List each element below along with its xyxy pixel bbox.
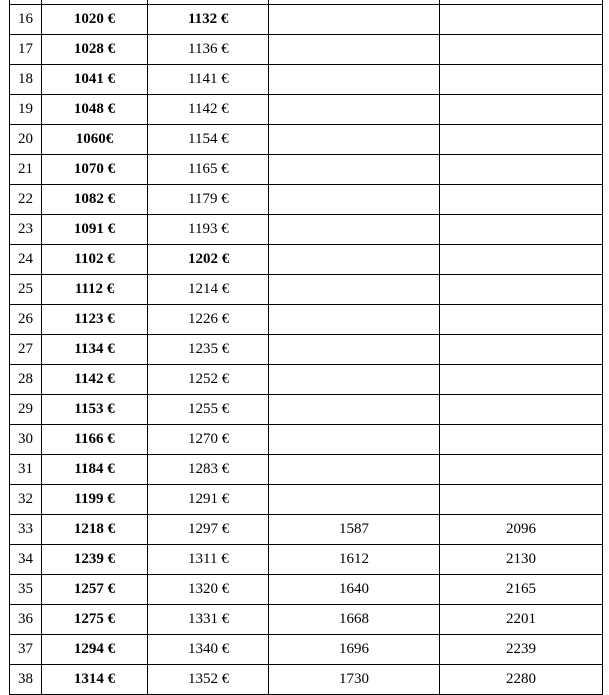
amount-b-cell: 1297 €	[148, 515, 269, 545]
amount-c-cell	[269, 455, 440, 485]
amount-b-cell: 1142 €	[148, 95, 269, 125]
amount-c-cell	[269, 395, 440, 425]
table-row	[10, 635, 603, 665]
amount-c-cell	[269, 245, 440, 275]
row-number-cell: 30	[10, 425, 42, 455]
table-row	[10, 155, 603, 185]
amount-c-cell	[269, 125, 440, 155]
amount-b-cell: 1320 €	[148, 575, 269, 605]
amount-a-cell: 1314 €	[42, 665, 148, 695]
amount-a-cell: 1082 €	[42, 185, 148, 215]
amount-d-cell	[440, 215, 603, 245]
amount-a-cell: 1199 €	[42, 485, 148, 515]
amount-b-cell: 1283 €	[148, 455, 269, 485]
amount-c-cell	[269, 335, 440, 365]
amount-d-cell	[440, 185, 603, 215]
amount-a-cell: 1275 €	[42, 605, 148, 635]
amount-d-cell	[440, 425, 603, 455]
amount-b-cell: 1132 €	[148, 5, 269, 35]
amount-d-cell	[440, 5, 603, 35]
amount-a-cell: 1142 €	[42, 365, 148, 395]
amount-d-cell	[440, 485, 603, 515]
table-row	[10, 605, 603, 635]
table-row	[10, 365, 603, 395]
amount-b-cell: 1226 €	[148, 305, 269, 335]
amount-b-cell: 1179 €	[148, 185, 269, 215]
table-row	[10, 215, 603, 245]
amount-a-cell: 1102 €	[42, 245, 148, 275]
row-number-cell: 35	[10, 575, 42, 605]
amount-c-cell	[269, 5, 440, 35]
amount-a-cell: 1091 €	[42, 215, 148, 245]
amount-a-cell: 1184 €	[42, 455, 148, 485]
amount-c-cell	[269, 485, 440, 515]
row-number-cell: 24	[10, 245, 42, 275]
amount-b-cell: 1193 €	[148, 215, 269, 245]
row-number-cell: 37	[10, 635, 42, 665]
amount-d-cell	[440, 365, 603, 395]
amount-c-cell	[269, 155, 440, 185]
amount-c-cell: 1668	[269, 605, 440, 635]
row-number-cell: 31	[10, 455, 42, 485]
amount-a-cell: 1294 €	[42, 635, 148, 665]
amount-c-cell	[269, 425, 440, 455]
amount-a-cell: 1166 €	[42, 425, 148, 455]
row-number-cell: 18	[10, 65, 42, 95]
amount-a-cell: 1239 €	[42, 545, 148, 575]
amount-c-cell	[269, 215, 440, 245]
amount-a-cell: 1020 €	[42, 5, 148, 35]
table-row	[10, 395, 603, 425]
amount-c-cell	[269, 65, 440, 95]
amount-a-cell: 1060€	[42, 125, 148, 155]
table-row	[10, 125, 603, 155]
row-number-cell: 22	[10, 185, 42, 215]
table-row	[10, 5, 603, 35]
amount-d-cell	[440, 95, 603, 125]
table-row	[10, 275, 603, 305]
amount-b-cell: 1340 €	[148, 635, 269, 665]
amount-d-cell	[440, 125, 603, 155]
table-row	[10, 665, 603, 695]
amount-a-cell: 1257 €	[42, 575, 148, 605]
amount-d-cell	[440, 35, 603, 65]
amount-d-cell	[440, 245, 603, 275]
table-row	[10, 65, 603, 95]
amount-c-cell: 1612	[269, 545, 440, 575]
amount-d-cell	[440, 275, 603, 305]
amount-b-cell: 1255 €	[148, 395, 269, 425]
amount-b-cell: 1252 €	[148, 365, 269, 395]
amount-c-cell	[269, 95, 440, 125]
table-row	[10, 545, 603, 575]
amount-c-cell	[269, 35, 440, 65]
row-number-cell: 23	[10, 215, 42, 245]
row-number-cell: 16	[10, 5, 42, 35]
amount-d-cell	[440, 455, 603, 485]
amount-b-cell: 1141 €	[148, 65, 269, 95]
amount-d-cell	[440, 395, 603, 425]
amount-c-cell	[269, 365, 440, 395]
amount-a-cell: 1112 €	[42, 275, 148, 305]
table-row	[10, 95, 603, 125]
amount-d-cell: 2239	[440, 635, 603, 665]
row-number-cell: 29	[10, 395, 42, 425]
row-number-cell: 38	[10, 665, 42, 695]
amount-c-cell	[269, 185, 440, 215]
amount-d-cell: 2165	[440, 575, 603, 605]
amount-b-cell: 1235 €	[148, 335, 269, 365]
row-number-cell: 21	[10, 155, 42, 185]
amount-d-cell	[440, 335, 603, 365]
amount-b-cell: 1154 €	[148, 125, 269, 155]
row-number-cell: 36	[10, 605, 42, 635]
amount-b-cell: 1311 €	[148, 545, 269, 575]
table-row	[10, 485, 603, 515]
amount-b-cell: 1202 €	[148, 245, 269, 275]
amount-b-cell: 1352 €	[148, 665, 269, 695]
row-number-cell: 34	[10, 545, 42, 575]
amount-a-cell: 1070 €	[42, 155, 148, 185]
table-row	[10, 455, 603, 485]
amount-a-cell: 1153 €	[42, 395, 148, 425]
row-number-cell: 33	[10, 515, 42, 545]
amount-d-cell	[440, 65, 603, 95]
amount-c-cell: 1587	[269, 515, 440, 545]
amount-a-cell: 1123 €	[42, 305, 148, 335]
amount-c-cell: 1730	[269, 665, 440, 695]
salary-table-body	[10, 0, 603, 695]
table-row	[10, 575, 603, 605]
amount-d-cell: 2130	[440, 545, 603, 575]
table-row	[10, 245, 603, 275]
table-row	[10, 35, 603, 65]
amount-d-cell	[440, 305, 603, 335]
salary-table	[9, 0, 603, 695]
amount-c-cell: 1696	[269, 635, 440, 665]
table-row	[10, 185, 603, 215]
amount-b-cell: 1331 €	[148, 605, 269, 635]
table-row	[10, 305, 603, 335]
row-number-cell: 28	[10, 365, 42, 395]
row-number-cell: 27	[10, 335, 42, 365]
amount-b-cell: 1165 €	[148, 155, 269, 185]
amount-c-cell	[269, 275, 440, 305]
amount-c-cell	[269, 305, 440, 335]
amount-c-cell: 1640	[269, 575, 440, 605]
row-number-cell: 17	[10, 35, 42, 65]
amount-d-cell: 2280	[440, 665, 603, 695]
table-row	[10, 335, 603, 365]
amount-b-cell: 1270 €	[148, 425, 269, 455]
amount-b-cell: 1136 €	[148, 35, 269, 65]
amount-d-cell: 2096	[440, 515, 603, 545]
amount-a-cell: 1218 €	[42, 515, 148, 545]
row-number-cell: 32	[10, 485, 42, 515]
amount-a-cell: 1028 €	[42, 35, 148, 65]
amount-a-cell: 1134 €	[42, 335, 148, 365]
row-number-cell: 26	[10, 305, 42, 335]
amount-a-cell: 1048 €	[42, 95, 148, 125]
amount-b-cell: 1291 €	[148, 485, 269, 515]
row-number-cell: 19	[10, 95, 42, 125]
amount-d-cell	[440, 155, 603, 185]
amount-d-cell: 2201	[440, 605, 603, 635]
row-number-cell: 20	[10, 125, 42, 155]
amount-b-cell: 1214 €	[148, 275, 269, 305]
row-number-cell: 25	[10, 275, 42, 305]
amount-a-cell: 1041 €	[42, 65, 148, 95]
table-row	[10, 515, 603, 545]
table-row	[10, 425, 603, 455]
